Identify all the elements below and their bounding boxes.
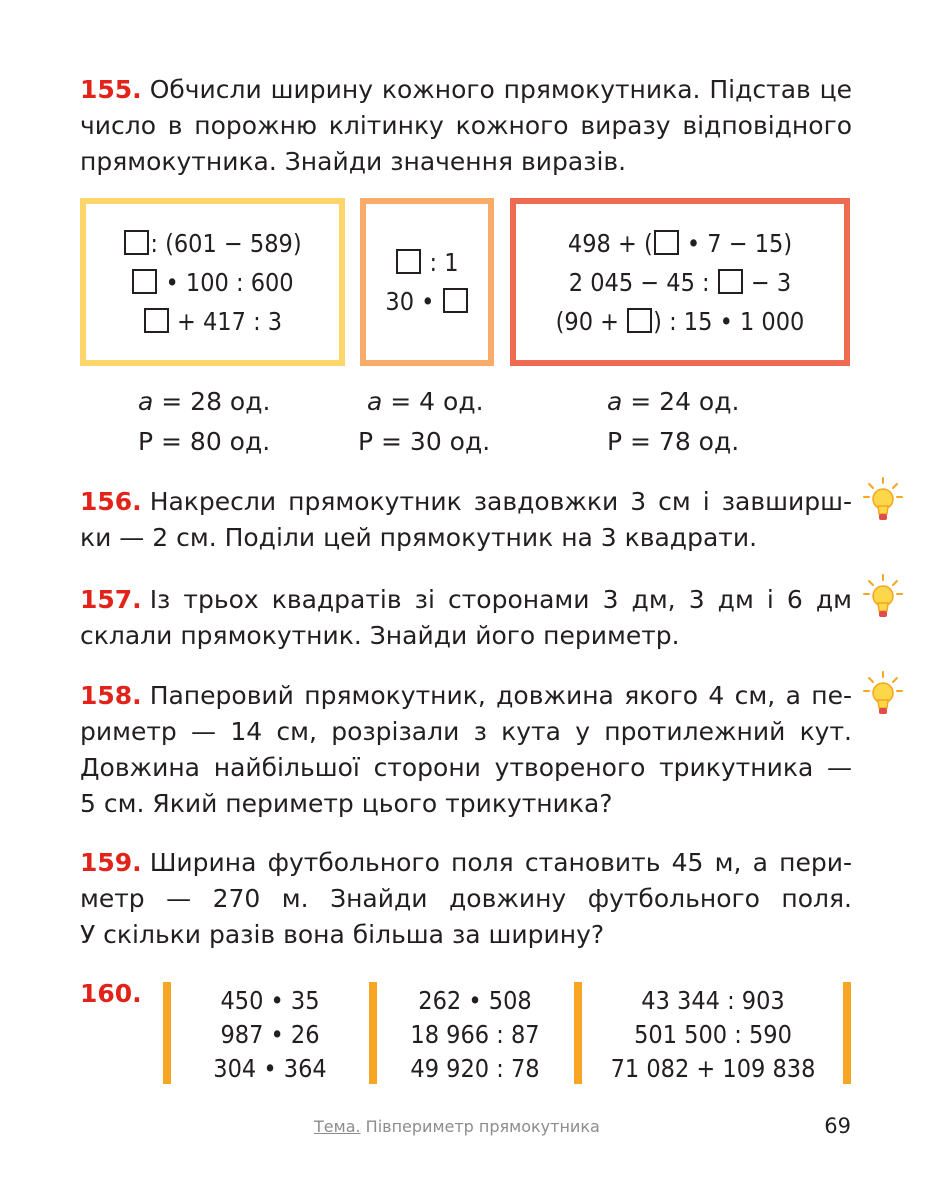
expression: 501 500 : 590 (634, 1020, 792, 1049)
lightbulb-icon (863, 476, 903, 526)
task-157-line2: склали прямокутник. Знайди його периметр. (80, 621, 680, 650)
task-160-column-2 (380, 984, 570, 1086)
task-number: 160. (80, 979, 142, 1008)
task-159-line2: метр — 270 м. Знайди довжину футбольного поля. (80, 884, 852, 913)
task-158-line1: 158. Паперовий прямокутник, довжина якого 4 см, а пе- (80, 681, 852, 710)
perimeter: P = 80 од. (138, 427, 271, 456)
task-157 (80, 582, 852, 654)
perimeter: P = 78 од. (607, 427, 740, 456)
expression: 43 344 : 903 (641, 986, 785, 1015)
empty-square-icon (124, 230, 149, 255)
task-number: 156. (80, 487, 142, 516)
topic-label: Тема. (314, 1117, 361, 1136)
task-159-line3: У скільки разів вона більша за ширину? (80, 920, 605, 949)
task-160-column-1 (175, 984, 365, 1086)
expression: + 417 : 3 (143, 302, 282, 341)
expression: 18 966 : 87 (410, 1020, 540, 1049)
expression: 304 • 364 (213, 1054, 327, 1083)
task-155-line1: 155. Обчисли ширину кожного прямокутника. Підстав це (80, 75, 852, 104)
page-footer (314, 1117, 600, 1136)
expression: • 100 : 600 (131, 263, 293, 302)
task-158-line4: 5 см. Який периметр цього трикутника? (80, 789, 613, 818)
column-divider (574, 982, 582, 1084)
expression: 2 045 − 45 : − 3 (568, 267, 792, 297)
side-a: a = 4 од. (367, 387, 484, 416)
task-158-line3: Довжина найбільшої сторони утвореного трикутника — (80, 753, 852, 782)
empty-square-icon (396, 249, 421, 274)
expression: 450 • 35 (220, 986, 320, 1015)
side-a: a = 28 од. (138, 387, 271, 416)
page-number: 69 (824, 1114, 851, 1138)
side-a: a = 24 од. (607, 387, 740, 416)
task-number: 158. (80, 681, 142, 710)
task-156 (80, 484, 852, 556)
expression: 30 • (385, 282, 468, 321)
task-155-line3: прямокутника. Знайди значення виразів. (80, 147, 627, 176)
expression: 498 + ( • 7 − 15) (567, 228, 793, 258)
topic-title: Півпериметр прямокутника (365, 1117, 600, 1136)
task-159-line1: 159. Ширина футбольного поля становить 45 м, а пери- (80, 848, 852, 877)
task-155-line2: число в порожню клітинку кожного виразу відповідного (80, 111, 852, 140)
task-number: 155. (80, 75, 142, 104)
task-160-column-3 (585, 984, 841, 1086)
task-156-line1: 156. Накресли прямокутник завдовжки 3 см і завширш- (80, 487, 852, 516)
lightbulb-icon (863, 573, 903, 623)
expression: (90 + ) : 15 • 1 000 (555, 306, 805, 336)
column-divider (843, 982, 851, 1084)
box-3-dimensions (607, 382, 739, 462)
rectangle-box-1 (80, 198, 345, 366)
expression: 987 • 26 (220, 1020, 320, 1049)
empty-square-icon (443, 288, 468, 313)
task-number: 157. (80, 585, 142, 614)
task-158-line2: риметр — 14 см, розрізали з кута у протилежний кут. (80, 717, 852, 746)
task-159 (80, 845, 852, 953)
expression: 262 • 508 (418, 986, 532, 1015)
task-156-line2: ки — 2 см. Поділи цей прямокутник на 3 квадрати. (80, 523, 758, 552)
perimeter: P = 30 од. (358, 427, 491, 456)
column-divider (163, 982, 171, 1084)
expression: 49 920 : 78 (410, 1054, 540, 1083)
column-divider (369, 982, 377, 1084)
lightbulb-icon (863, 670, 903, 720)
box-2-dimensions (358, 382, 490, 462)
rectangle-box-3 (510, 198, 850, 366)
task-number: 159. (80, 848, 142, 877)
empty-square-icon (718, 269, 743, 294)
expression: 71 082 + 109 838 (610, 1054, 816, 1083)
empty-square-icon (144, 308, 169, 333)
task-160 (80, 976, 170, 1012)
box-1-dimensions (138, 382, 270, 462)
empty-square-icon (627, 308, 652, 333)
rectangle-box-2 (360, 198, 494, 366)
expression: : (601 − 589) (123, 224, 301, 263)
empty-square-icon (654, 230, 679, 255)
task-155 (80, 72, 852, 180)
task-157-line1: 157. Із трьох квадратів зі сторонами 3 дм, 3 дм і 6 дм (80, 585, 852, 614)
expression: : 1 (395, 243, 458, 282)
empty-square-icon (132, 269, 157, 294)
task-158 (80, 678, 852, 822)
